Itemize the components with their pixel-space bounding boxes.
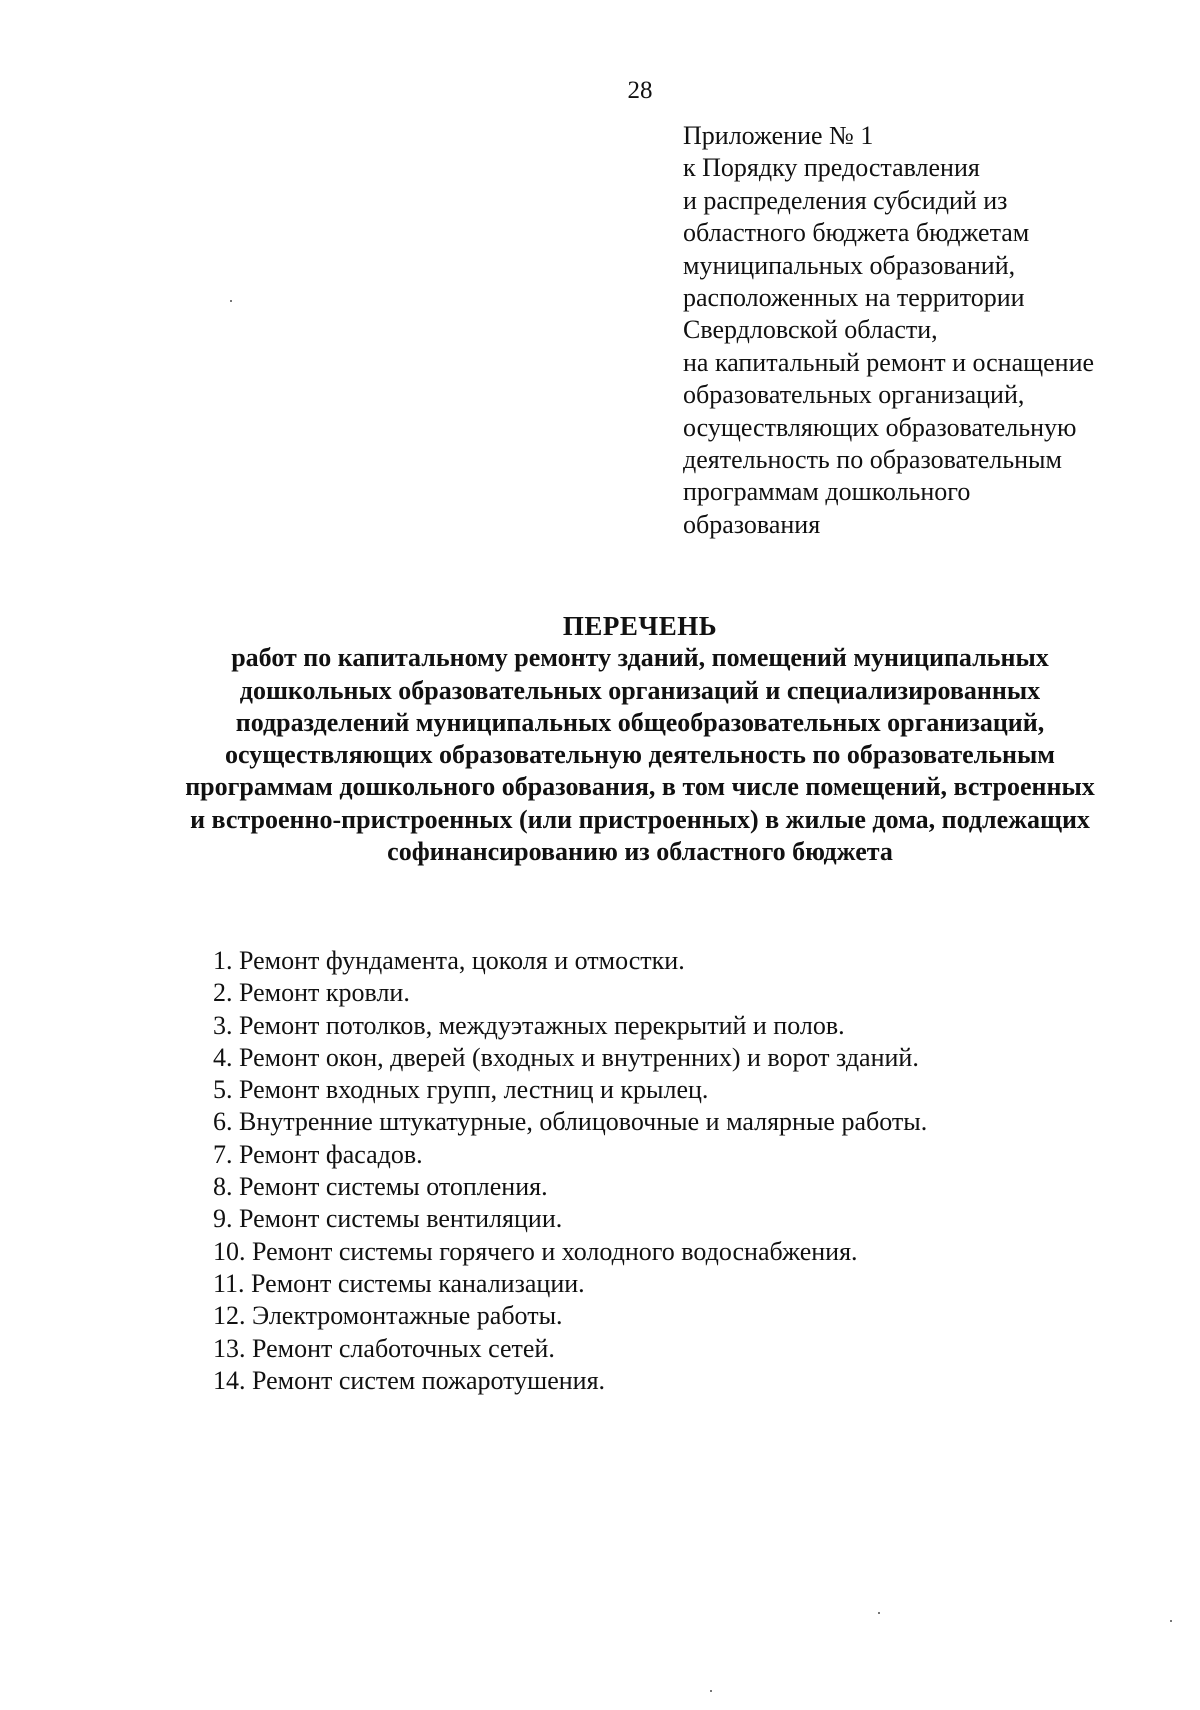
list-item: 2. Ремонт кровли. [213,978,410,1008]
list-item: 11. Ремонт системы канализации. [213,1268,585,1298]
appendix-line: Приложение № 1 [683,121,874,150]
appendix-line: муниципальных образований, [683,250,1016,280]
appendix-line: осуществляющих образовательную [683,412,1077,442]
scan-speck [878,1612,880,1614]
title-line: программам дошкольного образования, в том числе помещений, встроенных [185,772,1095,802]
list-item: 5. Ремонт входных групп, лестниц и крылец. [213,1075,709,1105]
title-line: дошкольных образовательных организаций и специализированных [239,675,1041,705]
title-line: подразделений муниципальных общеобразовательных организаций, [235,707,1045,737]
appendix-line: Свердловской области, [683,315,938,345]
title-line: работ по капитальному ремонту зданий, помещений муниципальных [231,643,1049,673]
title-heading: ПЕРЕЧЕНЬ [562,611,718,641]
list-item: 13. Ремонт слаботочных сетей. [213,1333,555,1363]
list-item: 10. Ремонт системы горячего и холодного водоснабжения. [213,1236,858,1266]
appendix-note [683,120,1183,541]
title-line: осуществляющих образовательную деятельность по образовательным [225,740,1055,770]
scan-speck [710,1690,712,1692]
appendix-line: на капитальный ремонт и оснащение [683,347,1095,377]
title-line: софинансированию из областного бюджета [387,837,893,867]
list-item: 12. Электромонтажные работы. [213,1301,563,1331]
scan-speck [230,300,232,302]
list-item: 7. Ремонт фасадов. [213,1139,423,1169]
list-item: 4. Ремонт окон, дверей (входных и внутренних) и ворот зданий. [213,1042,919,1072]
works-list [213,945,1113,1397]
page-number: 28 [627,77,653,104]
appendix-line: образовательных организаций, [683,380,1025,410]
list-item: 9. Ремонт системы вентиляции. [213,1204,563,1234]
appendix-line: к Порядку предоставления [683,153,980,183]
list-item: 1. Ремонт фундамента, цоколя и отмостки. [213,946,685,975]
list-item: 14. Ремонт систем пожаротушения. [213,1365,606,1395]
appendix-line: и распределения субсидий из [683,185,1008,215]
appendix-line: образования [683,509,821,539]
appendix-line: расположенных на территории [683,283,1025,313]
document-title [140,610,1140,868]
scan-speck [1170,1620,1172,1622]
appendix-line: деятельность по образовательным [683,445,1062,475]
appendix-line: областного бюджета бюджетам [683,218,1030,248]
list-item: 8. Ремонт системы отопления. [213,1172,548,1202]
appendix-line: программам дошкольного [683,477,971,507]
list-item: 6. Внутренние штукатурные, облицовочные и малярные работы. [213,1107,928,1137]
title-line: и встроенно-пристроенных (или пристроенных) в жилые дома, подлежащих [190,804,1090,834]
list-item: 3. Ремонт потолков, междуэтажных перекрытий и полов. [213,1010,845,1040]
